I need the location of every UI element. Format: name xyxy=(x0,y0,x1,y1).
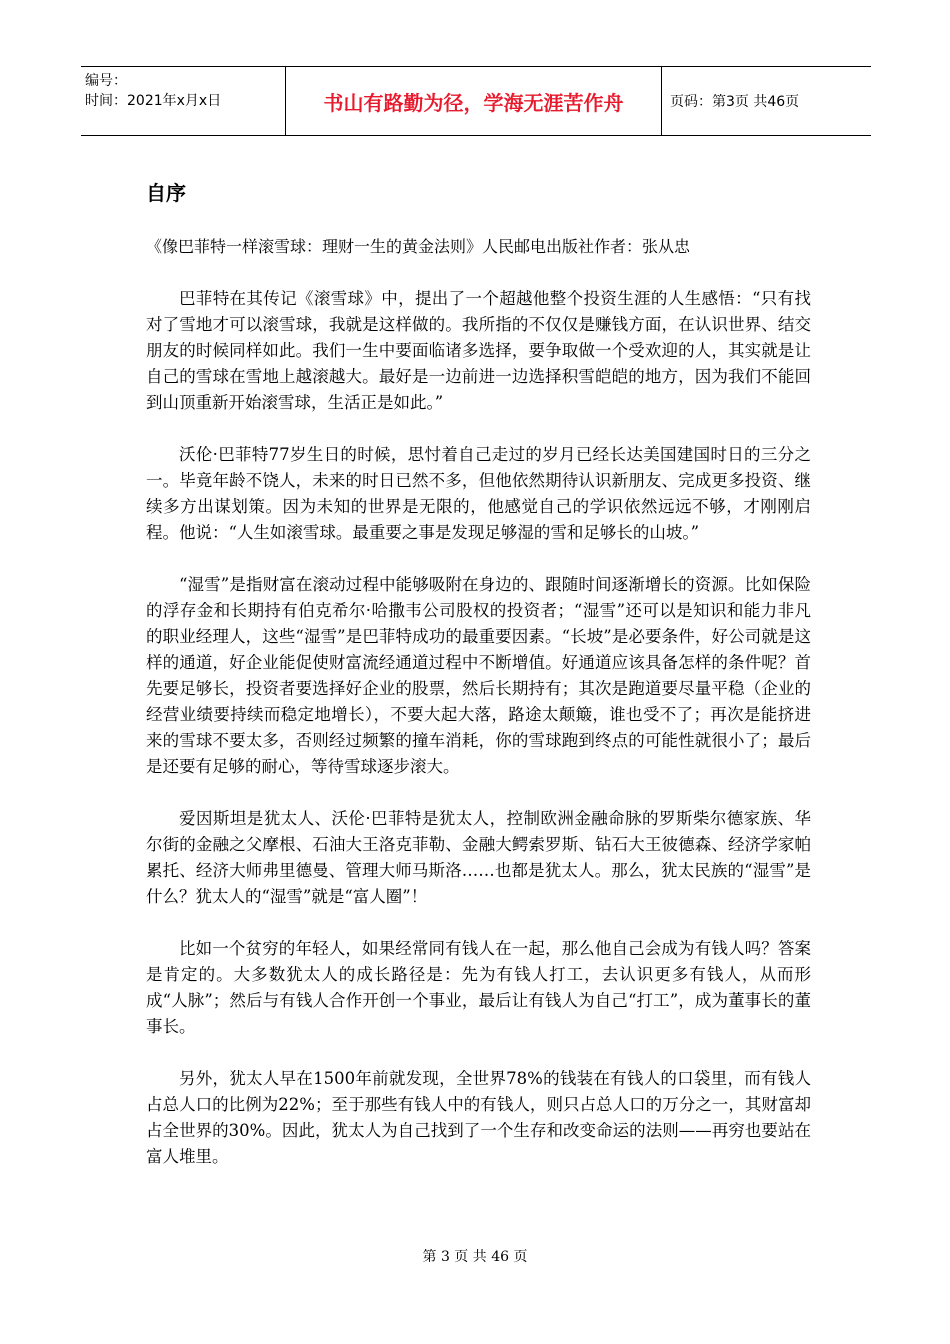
paragraph: 巴菲特在其传记《滚雪球》中，提出了一个超越他整个投资生涯的人生感悟：“只有找对了雪地才可以滚雪球，我就是这样做的。我所指的不仅仅是赚钱方面，在认识世界、结交朋友的时候同样如此。我们一生中要面临诸多选择，要争取做一个受欢迎的人，其实就是让自己的雪球在雪地上越滚越大。最好是一边前进一边选择积雪皑皑的地方，因为我们不能回到山顶重新开始滚雪球，生活正是如此。” xyxy=(146,289,811,412)
paragraph: 另外，犹太人早在1500年前就发现，全世界78%的钱装在有钱人的口袋里，而有钱人占总人口的比例为22%；至于那些有钱人中的有钱人，则只占总人口的万分之一，其财富却占全世界的30%。因此，犹太人为自己找到了一个生存和改变命运的法则——再穷也要站在富人堆里。 xyxy=(146,1069,811,1166)
header-motto: 书山有路勤为径，学海无涯苦作舟 xyxy=(286,67,662,136)
page-footer: 第 3 页 共 46 页 xyxy=(422,1249,528,1265)
paragraph: “湿雪”是指财富在滚动过程中能够吸附在身边的、跟随时间逐渐增长的资源。比如保险的浮存金和长期持有伯克希尔·哈撒韦公司股权的投资者；“湿雪”还可以是知识和能力非凡的职业经理人，这些“湿雪”是巴菲特成功的最重要因素。“长坡”是必要条件，好公司就是这样的通道，好企业能促使财富流经通道过程中不断增值。好通道应该具备怎样的条件呢？首先要足够长，投资者要选择好企业的股票，然后长期持有；其次是跑道要尽量平稳（企业的经营业绩要持续而稳定地增长），不要大起大落，路途太颠簸，谁也受不了；再次是能挤进来的雪球不要太多，否则经过频繁的撞车消耗，你的雪球跑到终点的可能性就很小了；最后是还要有足够的耐心，等待雪球逐步滚大。 xyxy=(146,575,811,776)
document-number-label: 编号： xyxy=(85,73,127,89)
document-body xyxy=(146,178,811,1196)
paragraph: 爱因斯坦是犹太人、沃伦·巴菲特是犹太人，控制欧洲金融命脉的罗斯柴尔德家族、华尔街的金融之父摩根、石油大王洛克菲勒、金融大鳄索罗斯、钻石大王彼德森、经济学家帕累托、经济大师弗里德曼、管理大师马斯洛……也都是犹太人。那么，犹太民族的“湿雪”是什么？犹太人的“湿雪”就是“富人圈”！ xyxy=(146,809,811,906)
paragraph: 沃伦·巴菲特77岁生日的时候，思忖着自己走过的岁月已经长达美国建国时日的三分之一。毕竟年龄不饶人，未来的时日已然不多，但他依然期待认识新朋友、完成更多投资、继续多方出谋划策。因为未知的世界是无限的，他感觉自己的学识依然远远不够，才刚刚启程。他说：“人生如滚雪球。最重要之事是发现足够湿的雪和足够长的山坡。” xyxy=(146,445,811,542)
page-header xyxy=(81,66,871,136)
document-time-label: 时间：2021年x月x日 xyxy=(85,93,222,109)
header-page-number: 页码：第3页 共46页 xyxy=(662,67,872,136)
book-citation: 《像巴菲特一样滚雪球：理财一生的黄金法则》人民邮电出版社作者：张从忠 xyxy=(146,237,691,256)
header-meta-cell xyxy=(81,67,286,136)
section-heading: 自序 xyxy=(146,181,186,205)
paragraph: 比如一个贫穷的年轻人，如果经常同有钱人在一起，那么他自己会成为有钱人吗？答案是肯定的。大多数犹太人的成长路径是：先为有钱人打工，去认识更多有钱人，从而形成“人脉”；然后与有钱人合作开创一个事业，最后让有钱人为自己“打工”，成为董事长的董事长。 xyxy=(146,939,811,1036)
